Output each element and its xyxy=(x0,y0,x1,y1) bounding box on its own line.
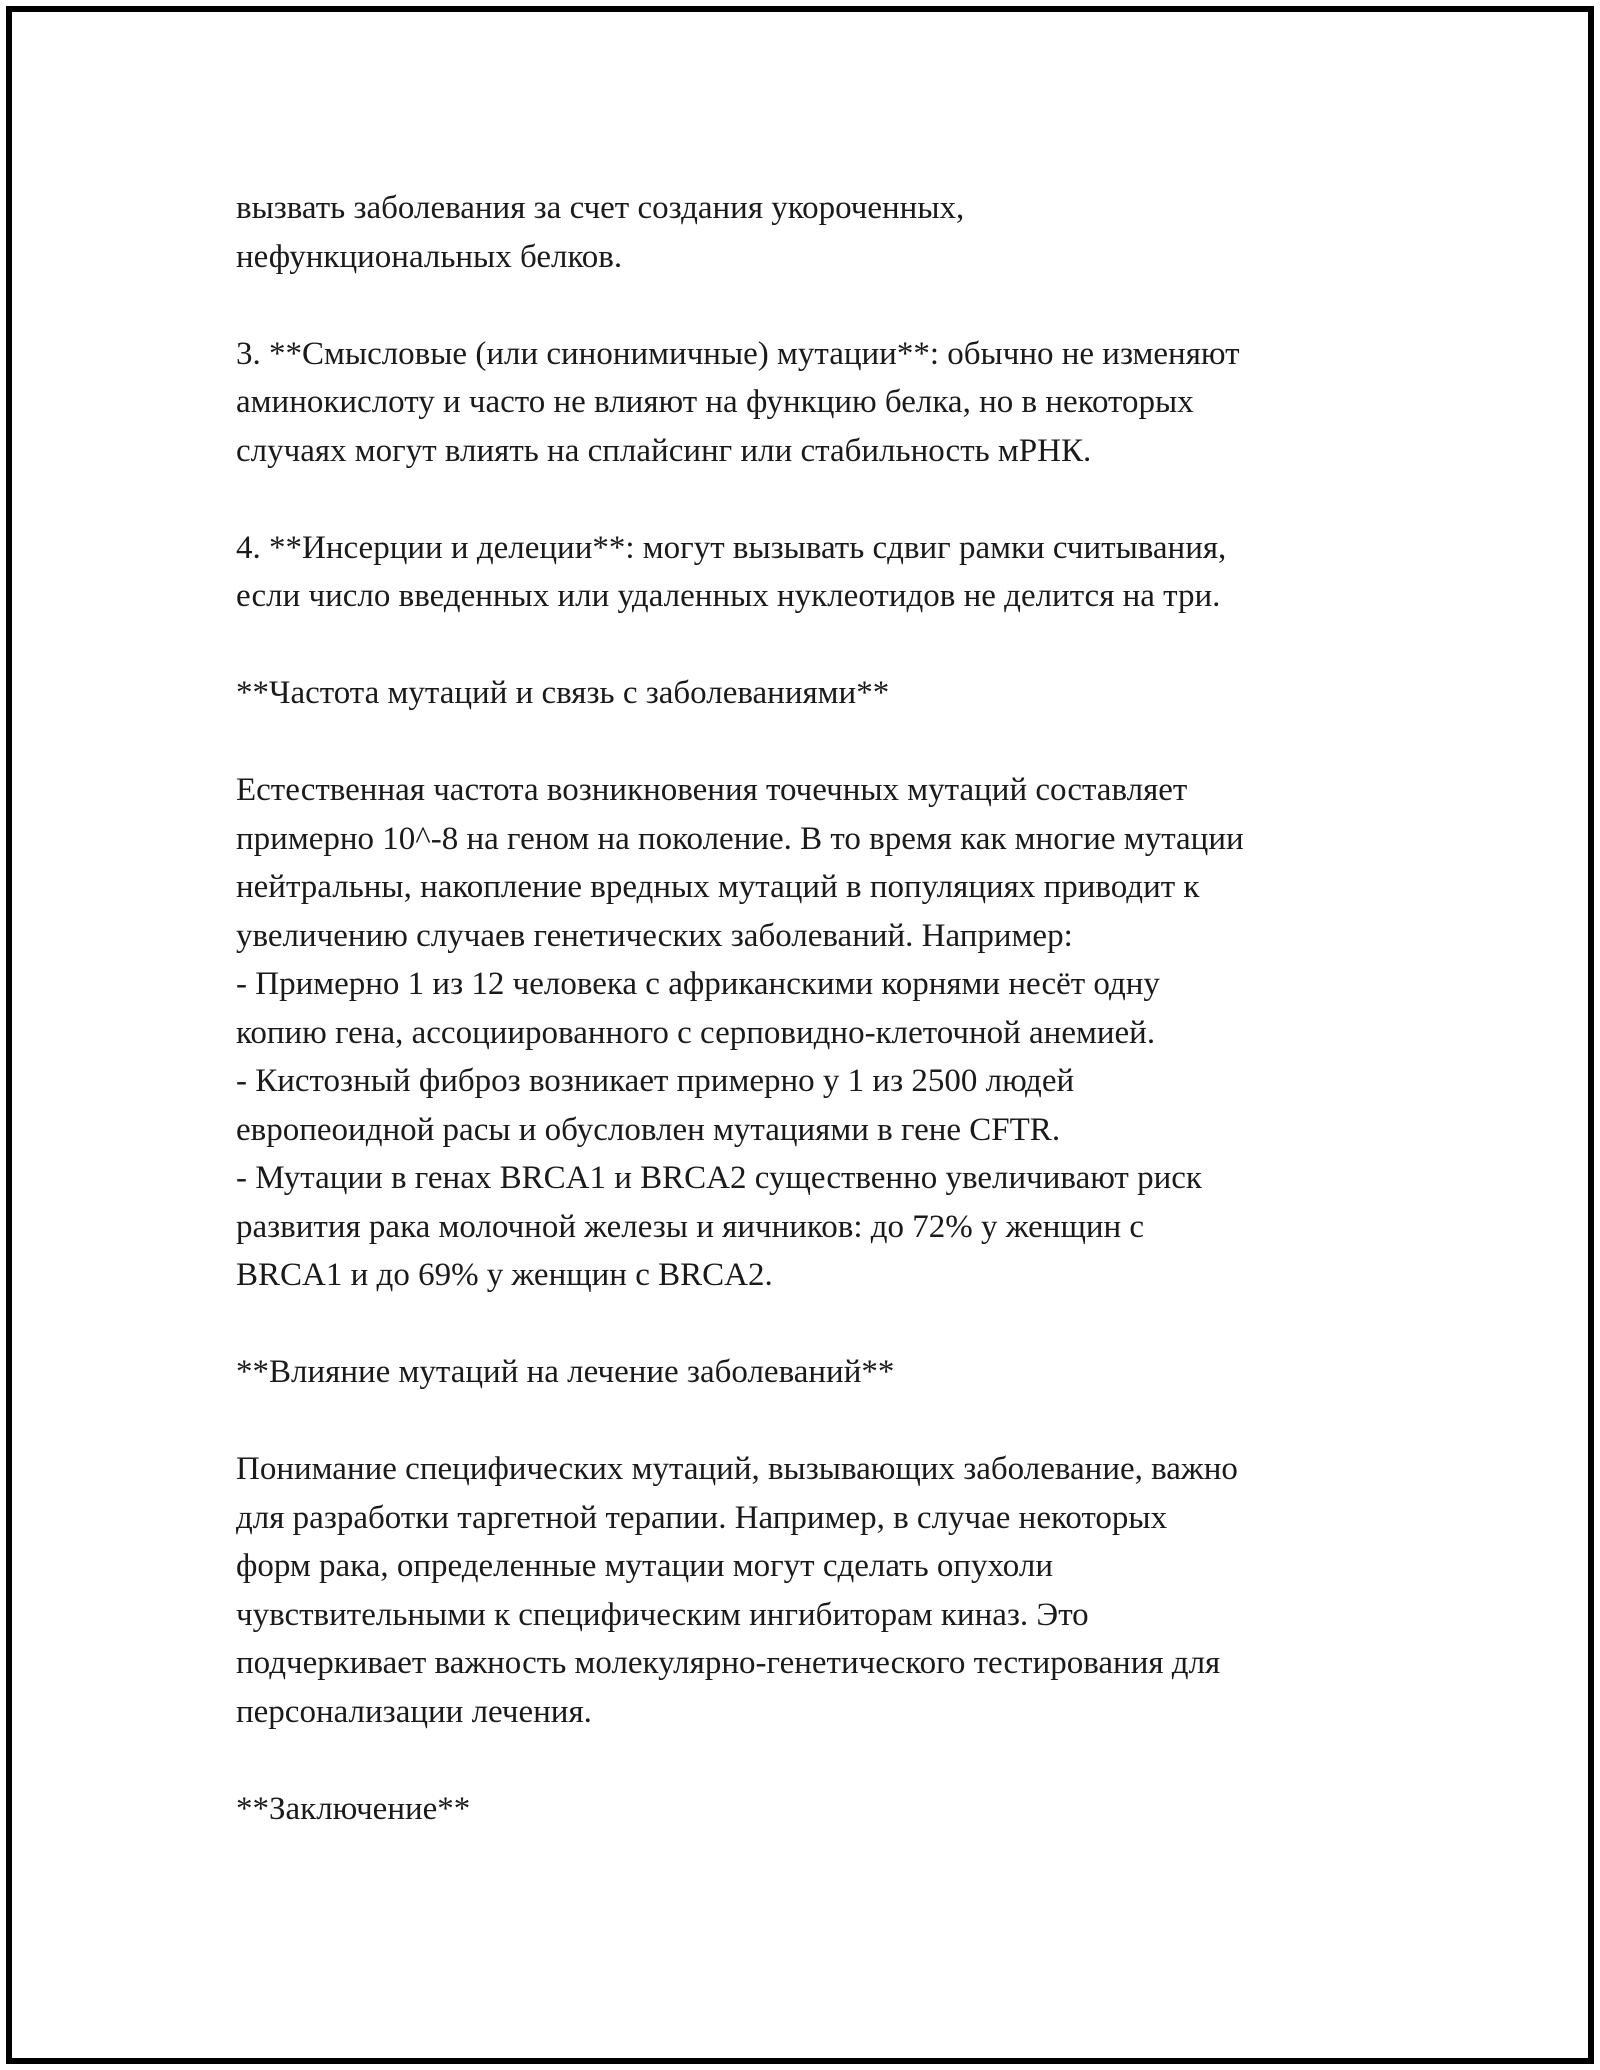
list-item-line: - Кистозный фиброз возникает примерно у 1 из 2500 людей xyxy=(236,1063,1075,1099)
blank-line xyxy=(236,621,1376,670)
blank-line xyxy=(236,475,1376,524)
text-line: персонализации лечения. xyxy=(236,1693,592,1730)
blank-line xyxy=(236,1736,1376,1785)
text-line: примерно 10^-8 на геном на поколение. В то время как многие мутации xyxy=(236,820,1244,857)
text-line: Естественная частота возникновения точечных мутаций составляет xyxy=(236,772,1188,808)
blank-line xyxy=(236,281,1376,330)
blank-line xyxy=(236,1397,1376,1446)
section-heading: **Частота мутаций и связь с заболеваниями** xyxy=(236,675,890,711)
text-line: для разработки таргетной терапии. Например, в случае некоторых xyxy=(236,1499,1168,1536)
text-line: вызвать заболевания за счет создания укороченных, xyxy=(236,190,965,226)
list-item-line: - Мутации в генах BRCA1 и BRCA2 существенно увеличивают риск xyxy=(236,1160,1202,1196)
text-line: 3. **Смысловые (или синонимичные) мутации**: обычно не изменяют xyxy=(236,335,1240,372)
text-line: 4. **Инсерции и делеции**: могут вызывать сдвиг рамки считывания, xyxy=(236,529,1227,566)
text-line: аминокислоту и часто не влияют на функцию белка, но в некоторых xyxy=(236,384,1194,420)
list-item-line: развития рака молочной железы и яичников: до 72% у женщин с xyxy=(236,1208,1145,1245)
section-heading: **Влияние мутаций на лечение заболеваний** xyxy=(236,1354,895,1390)
text-line: форм рака, определенные мутации могут сделать опухоли xyxy=(236,1548,1053,1584)
text-line: случаях могут влиять на сплайсинг или стабильность мРНК. xyxy=(236,432,1092,469)
list-item-line: BRCA1 и до 69% у женщин с BRCA2. xyxy=(236,1257,773,1293)
text-line: нефункциональных белков. xyxy=(236,238,623,275)
text-line: чувствительными к специфическим ингибиторам киназ. Это xyxy=(236,1596,1089,1633)
text-line: подчеркивает важность молекулярно-генетического тестирования для xyxy=(236,1645,1221,1681)
blank-line xyxy=(236,1300,1376,1349)
text-line: Понимание специфических мутаций, вызывающих заболевание, важно xyxy=(236,1451,1238,1487)
blank-line xyxy=(236,718,1376,767)
text-line: нейтральны, накопление вредных мутаций в популяциях приводит к xyxy=(236,869,1200,905)
document-body xyxy=(236,184,1376,1833)
list-item-line: - Примерно 1 из 12 человека с африканскими корнями несёт одну xyxy=(236,966,1160,1002)
text-line: если число введенных или удаленных нуклеотидов не делится на три. xyxy=(236,578,1221,614)
section-heading: **Заключение** xyxy=(236,1790,471,1827)
list-item-line: копию гена, ассоциированного с серповидно-клеточной анемией. xyxy=(236,1014,1156,1051)
list-item-line: европеоидной расы и обусловлен мутациями в гене CFTR. xyxy=(236,1111,1061,1148)
text-line: увеличению случаев генетических заболеваний. Например: xyxy=(236,917,1073,954)
